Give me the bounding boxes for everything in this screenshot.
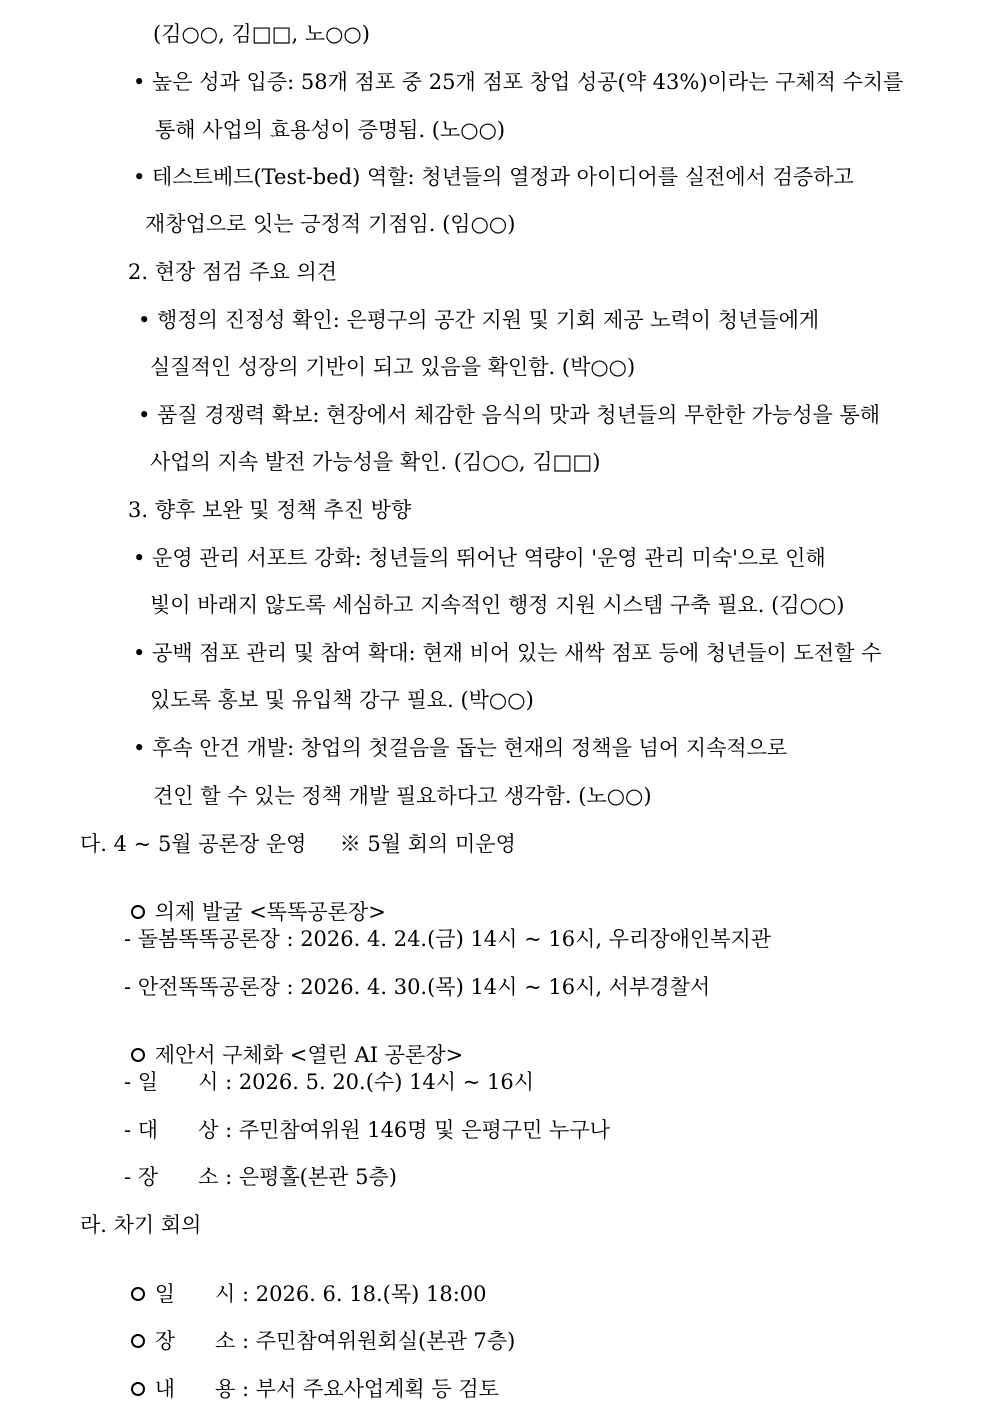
bullet-testbed-role: • 테스트베드(Test-bed) 역할: 청년들의 열정과 아이디어를 실전에서 검증하고 <box>133 165 854 189</box>
bullet-proven-results: • 높은 성과 입증: 58개 점포 중 25개 점포 창업 성공(약 43%)이라는 구체적 수치를 <box>133 70 904 94</box>
next-meeting-content-label: 내 용 : 부서 주요사업계획 등 검토 <box>154 1377 499 1401</box>
bullet-vacant-stores-cont: 있도록 홍보 및 유입책 강구 필요. (박○○) <box>150 688 534 712</box>
next-meeting-date-label: 일 시 : 2026. 6. 18.(목) 18:00 <box>154 1282 487 1306</box>
ai-forum-target: - 대 상 : 주민참여위원 146명 및 은평구민 누구나 <box>124 1118 610 1142</box>
circle-bullet-icon <box>131 1334 145 1348</box>
circle-bullet-icon <box>131 1287 145 1301</box>
attendee-names: (김○○, 김□□, 노○○) <box>153 22 370 46</box>
ai-forum-place: - 장 소 : 은평홀(본관 5층) <box>124 1165 397 1189</box>
section-heading-2: 2. 현장 점검 주요 의견 <box>128 260 338 284</box>
bullet-ops-support-cont: 빛이 바래지 않도록 세심하고 지속적인 행정 지원 시스템 구축 필요. (김○○) <box>150 593 845 617</box>
circle-bullet-icon <box>131 1048 145 1062</box>
forum-care: - 돌봄똑똑공론장 : 2026. 4. 24.(금) 14시 ~ 16시, 우리장애인복지관 <box>124 927 772 951</box>
bullet-ops-support: • 운영 관리 서포트 강화: 청년들의 뛰어난 역량이 '운영 관리 미숙'으로 인해 <box>133 546 826 570</box>
ai-forum-date: - 일 시 : 2026. 5. 20.(수) 14시 ~ 16시 <box>124 1070 535 1094</box>
bullet-vacant-stores: • 공백 점포 관리 및 참여 확대: 현재 비어 있는 새싹 점포 등에 청년들이 도전할 수 <box>133 641 882 665</box>
section-heading-ra: 라. 차기 회의 <box>80 1213 202 1237</box>
bullet-admin-sincerity: • 행정의 진정성 확인: 은평구의 공간 지원 및 기회 제공 노력이 청년들에게 <box>138 308 820 332</box>
forum-safety: - 안전똑똑공론장 : 2026. 4. 30.(목) 14시 ~ 16시, 서부경찰서 <box>124 975 711 999</box>
bullet-followup: • 후속 안건 개발: 창업의 첫걸음을 돕는 현재의 정책을 넘어 지속적으로 <box>133 736 788 760</box>
circle-bullet-icon <box>131 1382 145 1396</box>
bullet-admin-sincerity-cont: 실질적인 성장의 기반이 되고 있음을 확인함. (박○○) <box>150 355 636 379</box>
section-heading-3: 3. 향후 보완 및 정책 추진 방향 <box>128 498 412 522</box>
bullet-followup-cont: 견인 할 수 있는 정책 개발 필요하다고 생각함. (노○○) <box>153 784 652 808</box>
agenda-discovery-label: 의제 발굴 <똑똑공론장> <box>154 900 386 924</box>
circle-bullet-icon <box>131 905 145 919</box>
bullet-proven-results-cont: 통해 사업의 효용성이 증명됨. (노○○) <box>155 118 506 142</box>
next-meeting-place-label: 장 소 : 주민참여위원회실(본관 7층) <box>154 1329 516 1353</box>
section-heading-da: 다. 4 ~ 5월 공론장 운영 ※ 5월 회의 미운영 <box>80 832 516 856</box>
proposal-detail-label: 제안서 구체화 <열린 AI 공론장> <box>154 1043 464 1067</box>
bullet-quality: • 품질 경쟁력 확보: 현장에서 체감한 음식의 맛과 청년들의 무한한 가능성을 통해 <box>138 403 881 427</box>
next-meeting-content <box>104 1358 499 1421</box>
bullet-quality-cont: 사업의 지속 발전 가능성을 확인. (김○○, 김□□) <box>150 450 601 474</box>
bullet-testbed-role-cont: 재창업으로 잇는 긍정적 기점임. (임○○) <box>145 212 516 236</box>
